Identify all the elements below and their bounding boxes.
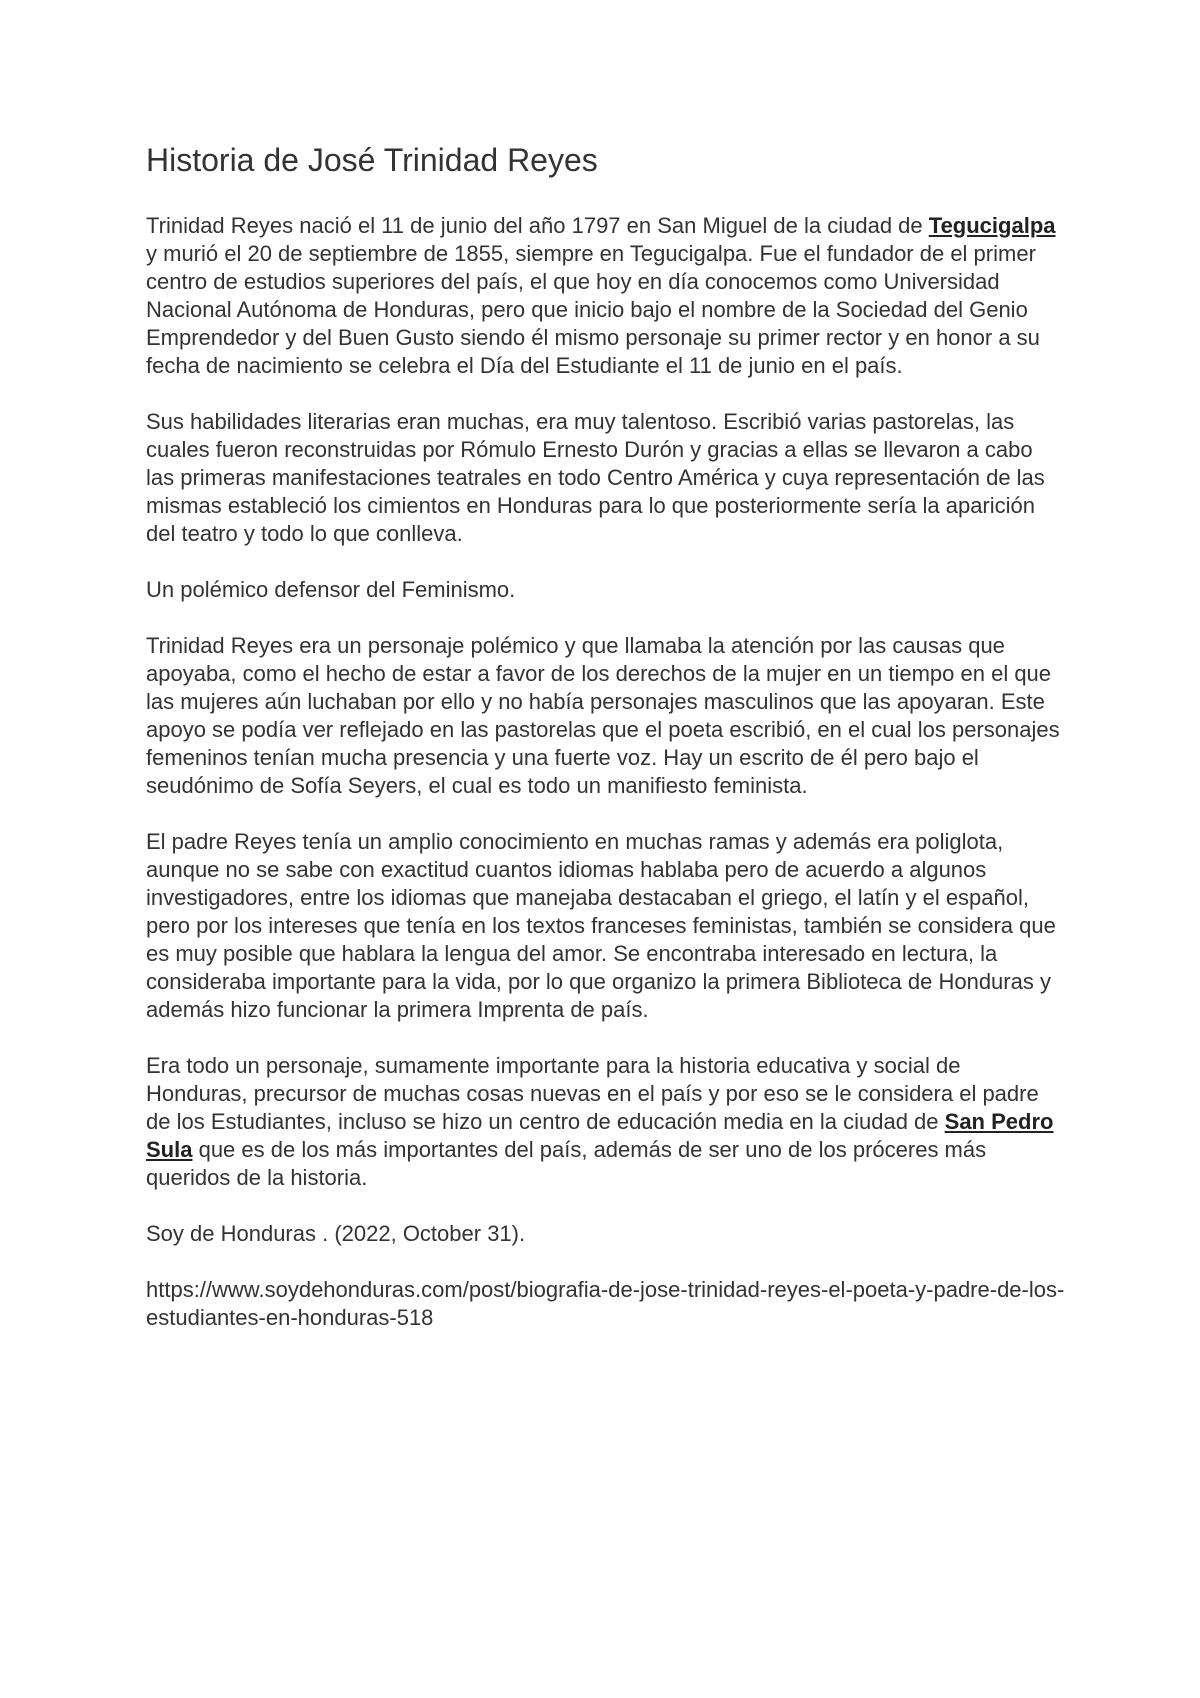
paragraph-legacy <box>146 1052 1066 1192</box>
san-pedro-sula-link[interactable]: San Pedro Sula <box>146 1108 1054 1162</box>
paragraph-feminism: Trinidad Reyes era un personaje polémico y que llamaba la atención por las causas que apoyaba, como el hecho de estar a favor de los derechos de la mujer en un tiempo en el que las mujeres aún luchaban por ello y no había personajes masculinos que las apoyaran. Este apoyo se podía ver reflejado en las pastorelas que el poeta escribió, en el cual los personajes femeninos tenían mucha presencia y una fuerte voz. Hay un escrito de él pero bajo el seudónimo de Sofía Seyers, el cual es todo un manifiesto feminista. <box>146 632 1060 798</box>
paragraph-birth <box>146 212 1066 380</box>
tegucigalpa-link[interactable]: Tegucigalpa <box>928 212 1056 238</box>
paragraph-text: Era todo un personaje, sumamente importante para la historia educativa y social de Honduras, precursor de muchas cosas nuevas en el país y por eso se le considera el padre de los Estudiantes, incluso se hizo un centro de educación media en la ciudad de <box>146 1052 1039 1134</box>
paragraph-languages: El padre Reyes tenía un amplio conocimiento en muchas ramas y además era poliglota, aunque no se sabe con exactitud cuantos idiomas hablaba pero de acuerdo a algunos investigadores, entre los idiomas que manejaba destacaban el griego, el latín y el español, pero por los intereses que tenía en los textos franceses feministas, también se considera que es muy posible que hablara la lengua del amor. Se encontraba interesado en lectura, la consideraba importante para la vida, por lo que organizo la primera Biblioteca de Honduras y además hizo funcionar la primera Imprenta de país. <box>146 828 1056 1022</box>
paragraph-text: que es de los más importantes del país, además de ser uno de los próceres más queridos de la historia. <box>146 1136 987 1190</box>
page-title: Historia de José Trinidad Reyes <box>146 142 598 178</box>
document-page <box>146 140 1066 1332</box>
reference-url[interactable]: https://www.soydehonduras.com/post/biografia-de-jose-trinidad-reyes-el-poeta-y-padre-de-los-estudiantes-en-honduras-518 <box>146 1276 1065 1330</box>
citation: Soy de Honduras . (2022, October 31). <box>146 1220 526 1246</box>
paragraph-text: Trinidad Reyes nació el 11 de junio del año 1797 en San Miguel de la ciudad de <box>146 212 929 238</box>
paragraph-literary: Sus habilidades literarias eran muchas, era muy talentoso. Escribió varias pastorelas, las cuales fueron reconstruidas por Rómulo Ernesto Durón y gracias a ellas se llevaron a cabo las primeras manifestaciones teatrales en todo Centro América y cuya representación de las mismas estableció los cimientos en Honduras para lo que posteriormente sería la aparición del teatro y todo lo que conlleva. <box>146 408 1045 546</box>
paragraph-text: y murió el 20 de septiembre de 1855, siempre en Tegucigalpa. Fue el fundador de el primer centro de estudios superiores del país, el que hoy en día conocemos como Universidad Nacional Autónoma de Honduras, pero que inicio bajo el nombre de la Sociedad del Genio Emprendedor y del Buen Gusto siendo él mismo personaje su primer rector y en honor a su fecha de nacimiento se celebra el Día del Estudiante el 11 de junio en el país. <box>146 240 1040 378</box>
section-heading-feminism: Un polémico defensor del Feminismo. <box>146 576 516 602</box>
